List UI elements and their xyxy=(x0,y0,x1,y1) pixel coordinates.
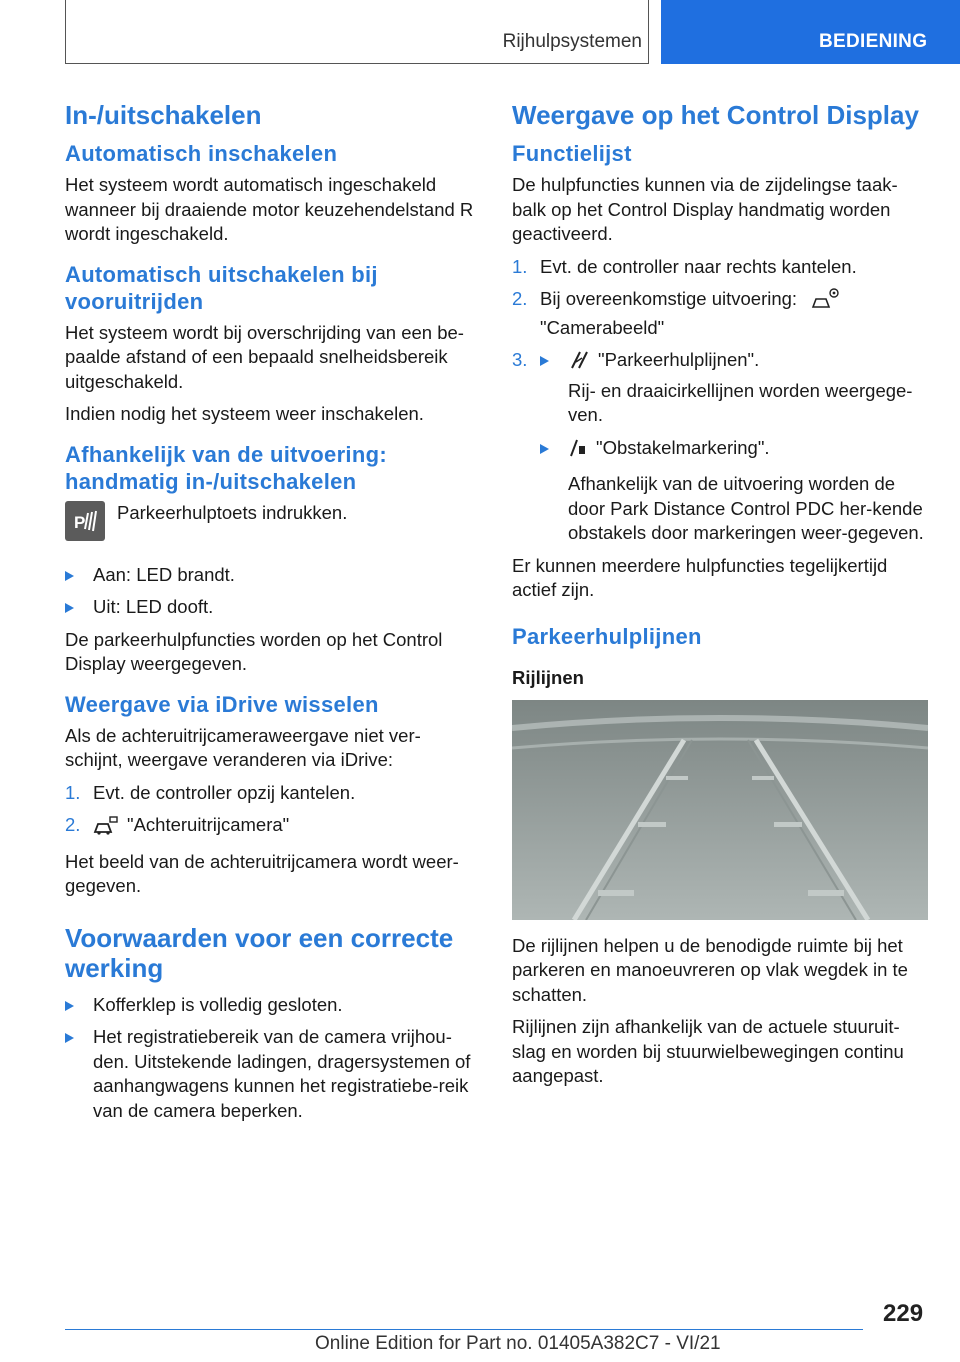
heading-manual: Afhankelijk van de uitvoering: handmatig in-/uitschakelen xyxy=(65,441,387,494)
button-instruction-text: Parkeerhulptoets indrukken. xyxy=(117,501,348,523)
list-item xyxy=(512,348,928,377)
list-item-text: Evt. de controller opzij kantelen. xyxy=(93,781,356,803)
button-instruction xyxy=(65,501,477,553)
heading-control-display: Weergave op het Control Display xyxy=(512,100,919,130)
text-sub1: Rij- en draaicirkellijnen worden weergege-ven. xyxy=(568,379,913,425)
list-item xyxy=(65,1025,477,1123)
list-item-text: Evt. de controller naar rechts kantelen. xyxy=(540,255,857,277)
driving-lines-image xyxy=(512,700,928,920)
heading-conditions: Voorwaarden voor een correcte werking xyxy=(65,922,454,983)
bullet-triangle-icon xyxy=(65,993,74,1018)
camera-settings-icon xyxy=(810,287,840,316)
heading-rijlijnen: Rijlijnen xyxy=(512,666,584,688)
park-assist-button-icon xyxy=(65,501,105,541)
list-item xyxy=(512,436,928,465)
text-auto-off: Het systeem wordt bij overschrijding van een be-paalde afstand of een bepaald snelheidsbereik uitgeschakeld. xyxy=(65,321,464,392)
bullet-triangle-icon xyxy=(65,1025,74,1050)
list-item xyxy=(65,595,477,620)
section-title: Rijhulpsystemen xyxy=(502,31,642,52)
text-auto-off-2: Indien nodig het systeem weer inschakelen. xyxy=(65,403,424,424)
list-item xyxy=(512,287,928,340)
obstacle-marking-icon xyxy=(568,436,588,465)
text-rij-2: Rijlijnen zijn afhankelijk van de actuele stuuruit-slag en worden bij stuurwielbewegingen continu aangepast. xyxy=(512,1016,904,1086)
text-idrive: Als de achteruitrijcameraweergave niet ver-schijnt, weergave veranderen via iDrive: xyxy=(65,724,421,770)
footer-edition: Online Edition for Part no. 01405A382C7 - VI/21 xyxy=(315,1333,721,1354)
text-funclist: De hulpfuncties kunnen via de zijdelingse taak-balk op het Control Display handmatig worden geactiveerd. xyxy=(512,174,898,244)
text-auto-on: Het systeem wordt automatisch ingeschakeld wanneer bij draaiende motor keuzehendelstand R wordt ingeschakeld. xyxy=(65,174,474,244)
chapter-tab-label: BEDIENING xyxy=(819,31,928,52)
footer-divider xyxy=(65,1329,863,1330)
heading-idrive: Weergave via iDrive wisselen xyxy=(65,691,379,717)
list-item-text: "Camerabeeld" xyxy=(540,316,665,338)
heading-funclist: Functielijst xyxy=(512,141,632,166)
bullet-triangle-icon xyxy=(540,348,549,373)
rear-camera-icon xyxy=(93,815,119,842)
list-item-text: "Obstakelmarkering". xyxy=(596,436,770,458)
parking-lines-icon xyxy=(568,348,590,377)
step-number: 1. xyxy=(512,255,528,277)
bullet-triangle-icon xyxy=(540,436,549,461)
list-item-text: Aan: LED brandt. xyxy=(93,563,235,585)
heading-onoff: In-/uitschakelen xyxy=(65,100,262,130)
right-column xyxy=(512,98,928,1097)
list-item xyxy=(65,781,477,806)
text-manual: De parkeerhulpfuncties worden op het Control Display weergegeven. xyxy=(65,628,443,674)
list-item-text: Uit: LED dooft. xyxy=(93,596,214,617)
step-number: 3. xyxy=(512,349,528,370)
left-column xyxy=(65,98,477,1131)
list-item xyxy=(65,813,477,842)
heading-auto-off: Automatisch uitschakelen bij vooruitrijden xyxy=(65,261,378,314)
list-item xyxy=(65,993,477,1018)
list-item xyxy=(512,255,928,280)
list-item-text: "Achteruitrijcamera" xyxy=(127,814,290,835)
header-section-box xyxy=(65,0,649,64)
text-multi: Er kunnen meerdere hulpfuncties tegelijkertijd actief zijn. xyxy=(512,554,888,600)
step-number: 1. xyxy=(65,781,81,803)
list-item-text: Het registratiebereik van de camera vrijhou-den. Uitstekende ladingen, dragersystemen of aanhangwagens kunnen het registratiebe-reik van de camera beperken. xyxy=(93,1026,471,1121)
list-item-text: Kofferklep is volledig gesloten. xyxy=(93,993,343,1015)
list-item-text: "Parkeerhulplijnen". xyxy=(598,349,760,370)
bullet-triangle-icon xyxy=(65,563,74,588)
chapter-tab xyxy=(661,0,960,64)
list-item xyxy=(65,563,477,588)
heading-auto-on: Automatisch inschakelen xyxy=(65,141,338,166)
svg-text:P: P xyxy=(74,512,86,532)
heading-parklines: Parkeerhulplijnen xyxy=(512,623,702,649)
step-number: 2. xyxy=(65,814,81,835)
text-sub2: Afhankelijk van de uitvoering worden de door Park Distance Control PDC her-kende obstakels door markeringen weer-gegeven. xyxy=(568,473,924,543)
bullet-triangle-icon xyxy=(65,595,74,620)
step-number: 2. xyxy=(512,288,528,309)
text-rij-1: De rijlijnen helpen u de benodigde ruimte bij het parkeren en manoeuvreren op vlak wegdek in te schatten. xyxy=(512,934,908,1005)
text-idrive-result: Het beeld van de achteruitrijcamera wordt weer-gegeven. xyxy=(65,850,459,896)
page-number: 229 xyxy=(883,1300,924,1327)
list-item-text: Bij overeenkomstige uitvoering: xyxy=(540,288,798,309)
